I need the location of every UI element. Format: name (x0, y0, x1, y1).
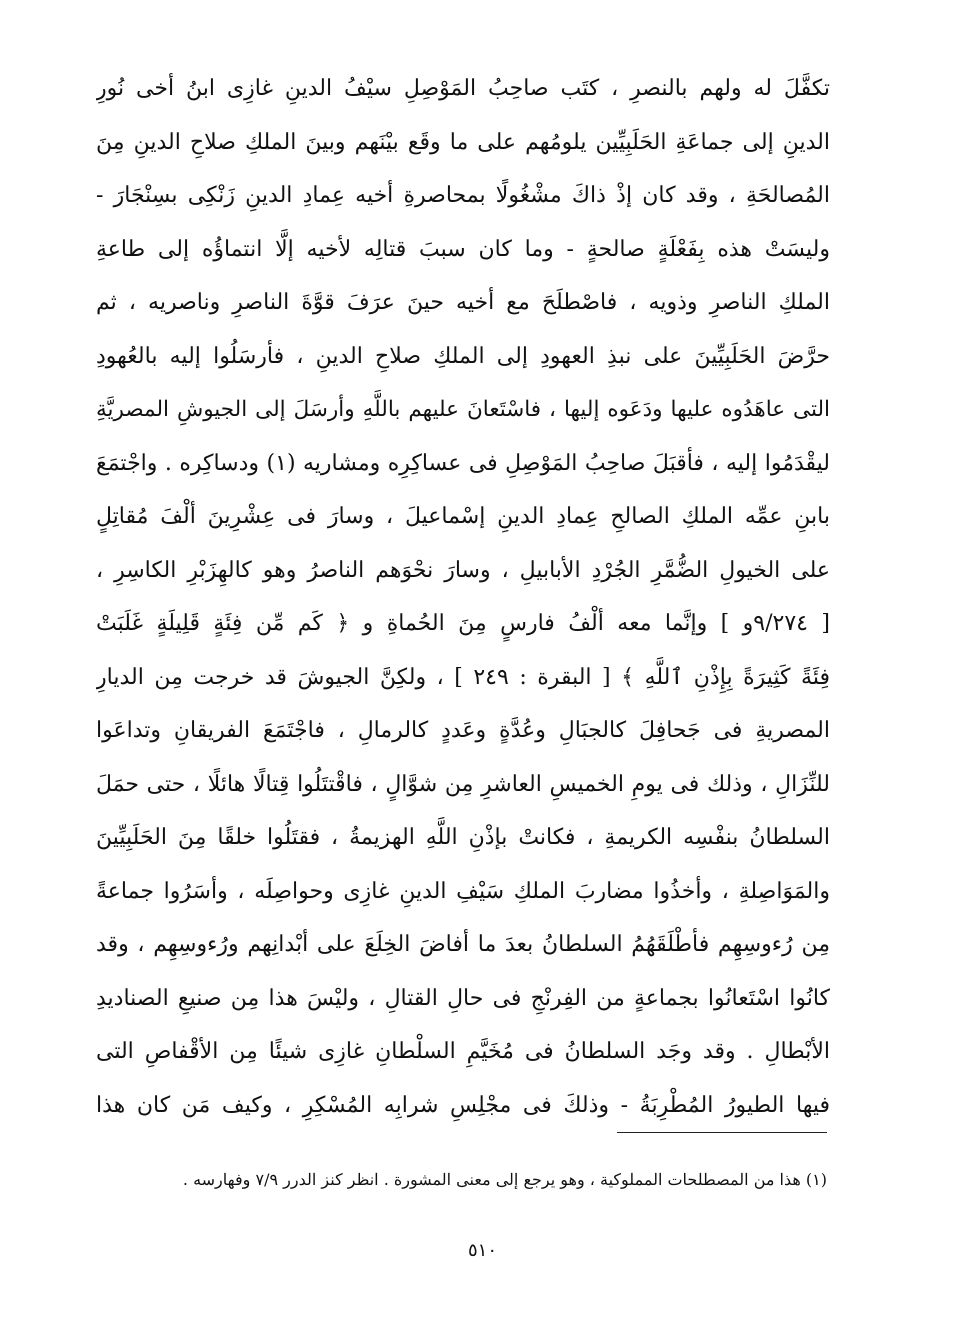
text-line: على الخيولِ الضُّمَّرِ الجُرْدِ الأبابيلِ ، وسارَ نحْوَهم الناصرُ وهو كالهِزَبْرِ الكاسِرِ ، (96, 557, 830, 583)
text-line: مِن رُءوسِهِم فأطْلَقَهُمُ السلطانُ بعدَ ما أفاضَ الخِلَعَ على أبْدانِهم ورُءوسِهِم ، وقد (96, 932, 830, 957)
text-line: للنِّزَالِ ، وذلك فى يومِ الخميسِ العاشرِ مِن شوَّالٍ ، فاقْتتَلُوا قِتالًا هائلًا ، حتى حمَلَ (96, 771, 830, 797)
text-line: ليقْدَمُوا إليه ، فأقبَلَ صاحِبُ المَوْصِلِ فى عساكِرِه ومشاريه (١) ودساكِره . واجْتمَعَ (96, 450, 830, 476)
footnote: (١) هذا من المصطلحات المملوكية ، وهو يرجع إلى معنى المشورة . انظر كنز الدرر ٧/٩ وفهارسه . (182, 1170, 827, 1189)
text-line: تكفَّلَ له ولهم بالنصرِ ، كتَب صاحِبُ المَوْصِلِ سيْفُ الدينِ غازِى ابنُ أخى نُورِ (96, 76, 830, 101)
text-line: فيها الطيورُ المُطْرِبَةُ - وذلكَ فى مجْلِسِ شرابِه المُسْكِرِ ، وكيف مَن كان هذا (96, 1092, 830, 1118)
text-line: وليسَتْ هذه بِفَعْلَةٍ صالحةٍ - وما كان سببَ قتالِه لأخيه إلَّا انتماؤُه إلى طاعةِ (96, 236, 830, 262)
text-line: حرَّضَ الحَلَبِيِّينَ على نبذِ العهودِ إلى الملكِ صلاحِ الدينِ ، فأرسَلُوا إليه بالعُهودِ (96, 343, 830, 369)
text-line: الملكِ الناصرِ وذويه ، فاصْطلَحَ مع أخيه حينَ عرَفَ قوَّةَ الناصرِ وناصريه ، ثم (96, 290, 830, 315)
text-line: فِئَةً كَثِيرَةً بِإِذْنِ ٱللَّهِ ﴾ [ البقرة : ٢٤٩ ] ، ولكِنَّ الجيوشَ قد خرجت مِن الديارِ (96, 664, 830, 690)
text-line: الدينِ إلى جماعَةِ الحَلَبِيِّين يلومُهم على ما وقَع بيْنَهم وبينَ الملكِ صلاحِ الدينِ مِنَ (96, 129, 830, 155)
text-line: التى عاهَدُوه عليها ودَعَوه إليها ، فاسْتَعانَ عليهم باللَّهِ وأرسَلَ إلى الجيوشِ المصريَّةِ (96, 397, 830, 422)
page-number: ٥١٠ (467, 1240, 497, 1261)
text-line: [ ٩/٢٧٤و ] وإنَّما معه ألْفُ فارسٍ مِنَ الحُماةِ و ﴿ كَم مِّن فِئَةٍ قَلِيلَةٍ غَلَبَتْ (96, 611, 830, 636)
footnote-separator (617, 1132, 827, 1133)
text-line: والمَوَاصِلةِ ، وأخذُوا مضاربَ الملكِ سَيْفِ الدينِ غازِى وحواصِلَه ، وأسَرُوا جماعةً (96, 878, 830, 904)
main-text-block (96, 62, 830, 1132)
text-line: المصريةِ فى جَحافِلَ كالجبَالِ وعُدَّةٍ وعَددٍ كالرمالِ ، فاجْتَمَعَ الفريقانِ وتداعَوا (96, 718, 830, 743)
text-line: المُصالحَةِ ، وقد كان إذْ ذاكَ مشْغُولًا بمحاصرةِ أخيه عِمادِ الدينِ زَنْكِى بسِنْجَارَ - (96, 183, 830, 208)
text-line: كانُوا اسْتَعانُوا بجماعةٍ من الفِرنْجِ فى حالِ القتالِ ، وليْسَ هذا مِن صنيعِ الصناديدِ (96, 985, 830, 1011)
text-line: بابنِ عمِّه الملكِ الصالحِ عِمادِ الدينِ إسْماعيلَ ، وسارَ فى عِشْرِينَ ألْفَ مُقاتِلٍ (96, 504, 830, 529)
text-line: الأبْطالِ . وقد وجَد السلطانُ فى مُخَيَّمِ السلْطانِ غازِى شيئًا مِن الأقْفاصِ التى (96, 1039, 830, 1064)
text-line: السلطانُ بنفْسِه الكريمةِ ، فكانتْ بإذْنِ اللَّهِ الهزيمةُ ، فقتَلُوا خلقًا مِنَ الحَلَبِيِّينَ (96, 825, 830, 850)
